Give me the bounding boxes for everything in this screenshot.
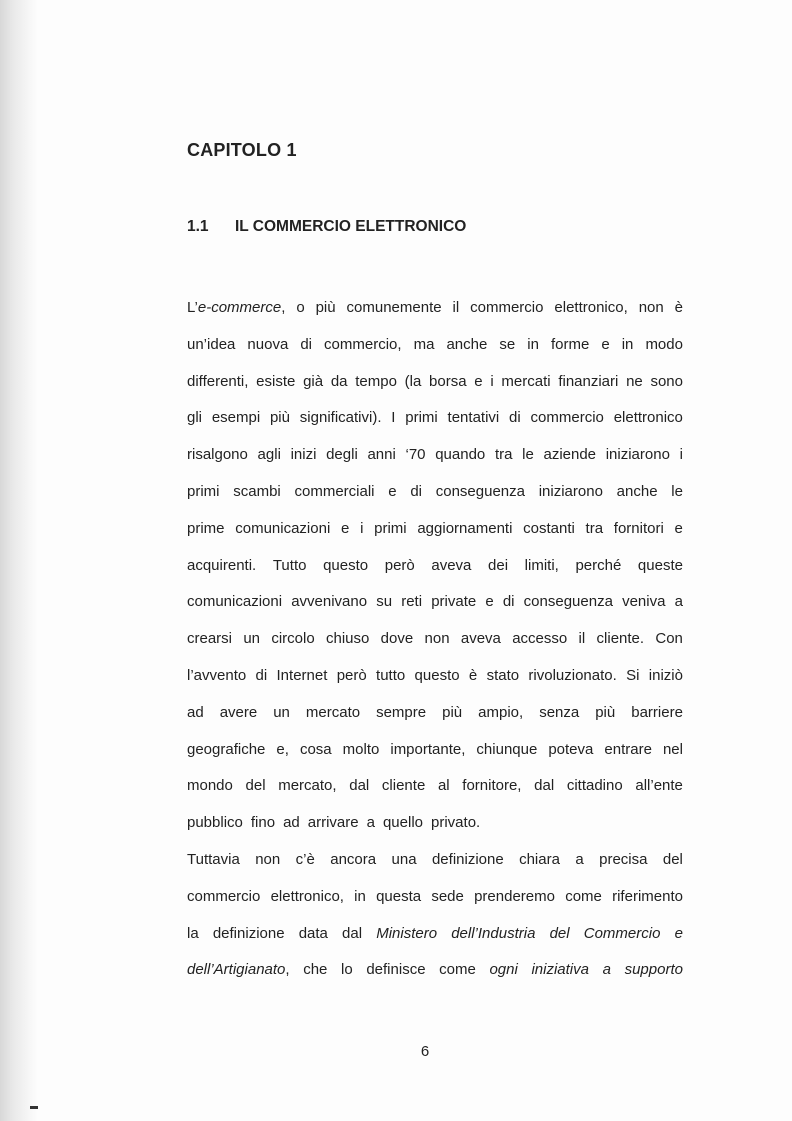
text-line: ad avere un mercato sempre più ampio, senza più barriere (187, 703, 683, 721)
text-line: un’idea nuova di commercio, ma anche se in forme e in modo (187, 335, 683, 353)
text-line: commercio elettronico, in questa sede prenderemo come riferimento (187, 887, 683, 905)
text-line: la definizione data dal Ministero dell’Industria del Commercio e (187, 924, 683, 942)
text-line: risalgono agli inizi degli anni ‘70 quando tra le aziende iniziarono i (187, 446, 683, 464)
section-heading (187, 218, 466, 236)
text-line: primi scambi commerciali e di conseguenza iniziarono anche le (187, 482, 683, 500)
text-line: L’e-commerce, o più comunemente il commercio elettronico, non è (187, 299, 683, 316)
text-line: Tuttavia non c’è ancora una definizione chiara a precisa del (187, 850, 683, 868)
text-line: dell’Artigianato, che lo definisce come ogni iniziativa a supporto (187, 961, 683, 979)
text-line: pubblico fino ad arrivare a quello privato. (187, 814, 481, 832)
text-line: l’avvento di Internet però tutto questo è stato rivoluzionato. Si iniziò (187, 666, 683, 684)
text-line: geografiche e, cosa molto importante, chiunque poteva entrare nel (187, 740, 683, 758)
text-line: gli esempi più significativi). I primi tentativi di commercio elettronico (187, 409, 683, 427)
body-text (187, 290, 683, 989)
section-number: 1.1 (187, 218, 209, 235)
text-line: prime comunicazioni e i primi aggiornamenti costanti tra fornitori e (187, 519, 683, 537)
text-line: mondo del mercato, dal cliente al fornitore, dal cittadino all’ente (187, 777, 683, 795)
page-number: 6 (420, 1043, 430, 1060)
scan-corner-mark (30, 1106, 38, 1109)
text-line: differenti, esiste già da tempo (la borsa e i mercati finanziari ne sono (187, 372, 683, 390)
chapter-title: CAPITOLO 1 (187, 140, 297, 160)
text-line: acquirenti. Tutto questo però aveva dei limiti, perché queste (187, 556, 683, 574)
text-line: crearsi un circolo chiuso dove non aveva accesso il cliente. Con (187, 630, 683, 648)
section-title: IL COMMERCIO ELETTRONICO (235, 218, 467, 235)
scan-shadow-edge (0, 0, 38, 1121)
text-line: comunicazioni avvenivano su reti private e di conseguenza veniva a (187, 593, 683, 611)
